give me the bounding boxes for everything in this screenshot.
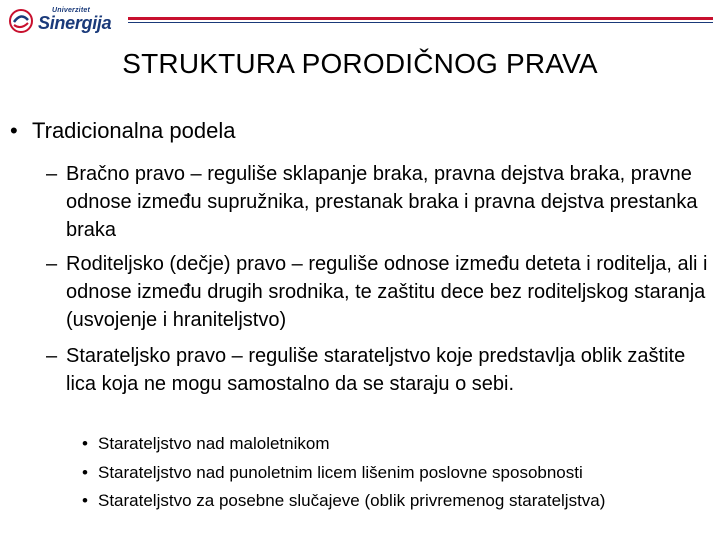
slide-title: STRUKTURA PORODIČNOG PRAVA <box>122 48 598 79</box>
subitem-text: Bračno pravo – reguliše sklapanje braka, pravna dejstva braka, pravne odnose između supružnika, prestanak braka i pravna dejstva prestanka braka <box>66 163 698 241</box>
bullet-dot: • <box>82 463 88 482</box>
subitem-text: Roditeljsko (dečje) pravo – reguliše odnose između deteta i roditelja, ali i odnose između drugih srodnika, te zaštitu dece bez roditeljskog staranja (usvojenje i hraniteljstvo) <box>66 253 708 331</box>
subsubitem-text: Starateljstvo nad punoletnim licem lišenim poslovne sposobnosti <box>98 463 583 482</box>
header-divider-red <box>128 17 713 20</box>
subitem-marital-law <box>46 160 716 244</box>
subitem-text: Starateljsko pravo – reguliše starateljstvo koje predstavlja oblik zaštite lica koja ne mogu samostalno da se staraju o sebi. <box>66 345 686 395</box>
subsubitem-text: Starateljstvo nad maloletnikom <box>98 434 330 453</box>
logo-wordmark: Sinergija <box>38 13 112 33</box>
header-divider-blue <box>128 22 713 23</box>
dash-marker: – <box>46 163 58 185</box>
bullet-dot: • <box>82 491 88 510</box>
dash-marker: – <box>46 253 58 275</box>
dash-marker: – <box>46 345 58 367</box>
logo-emblem-icon <box>8 8 34 34</box>
bullet-dot: • <box>10 118 18 143</box>
slide-header <box>0 0 720 40</box>
subitem-guardianship-law <box>46 342 716 398</box>
logo-subtitle: Univerzitet <box>52 7 90 14</box>
subsubitem-text: Starateljstvo za posebne slučajeve (oblik privremenog starateljstva) <box>98 491 606 510</box>
subitem-parental-law <box>46 250 716 334</box>
university-logo <box>8 6 128 36</box>
bullet-text: Tradicionalna podela <box>32 118 236 143</box>
bullet-dot: • <box>82 434 88 453</box>
